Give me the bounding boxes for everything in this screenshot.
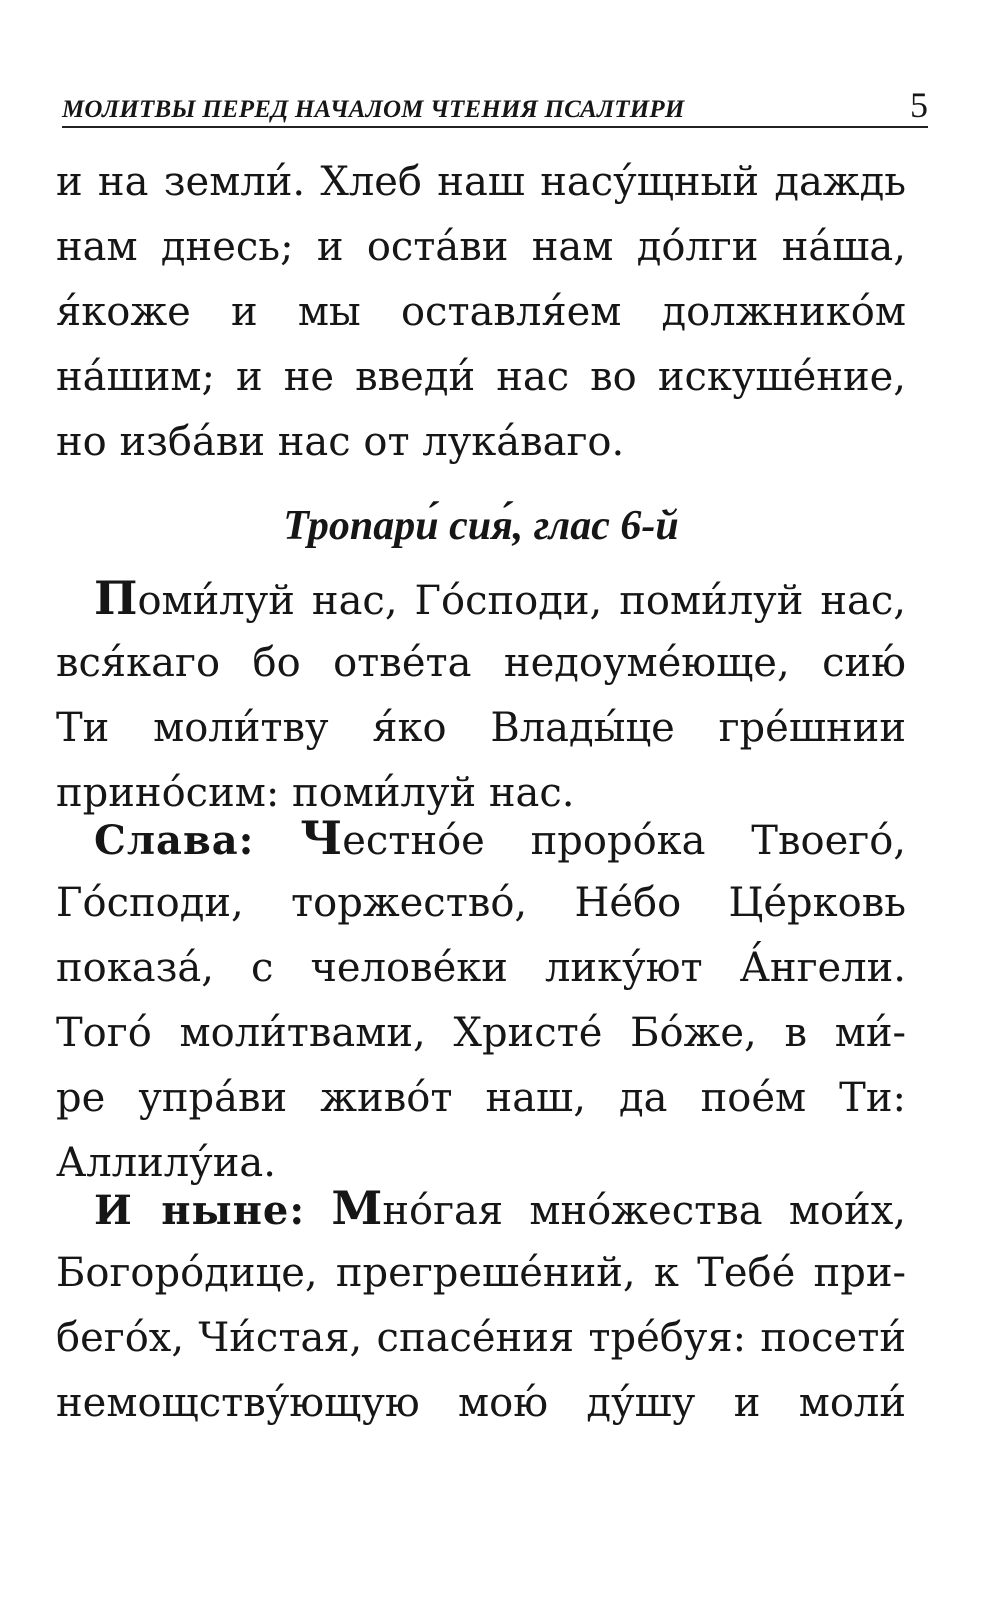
text-line: Го́споди, торжество́, Не́бо Це́рковь [56, 880, 906, 926]
text-line: немощству́ющую мою́ ду́шу и моли́ [56, 1380, 906, 1426]
text-run: оми́луй нас, Го́споди, поми́луй нас, [137, 578, 906, 624]
text-line: на́шим; и не введи́ нас во искуше́ние, [56, 354, 906, 400]
text-line: я́коже и мы оставля́ем должнико́м [56, 289, 906, 335]
text-line: Аллилу́иа. [56, 1140, 276, 1186]
text-line: нам днесь; и оста́ви нам до́лги на́ша, [56, 224, 906, 270]
text-line-first [56, 566, 906, 631]
initial-letter: П [94, 571, 138, 625]
running-header [62, 86, 928, 128]
initial-letter: М [331, 1181, 383, 1235]
prayer-end-paragraph [56, 150, 906, 475]
text-line: но изба́ви нас от лука́ваго. [56, 419, 625, 465]
text-line: ре упра́ви живо́т наш, да пое́м Ти: [56, 1075, 906, 1121]
text-line: показа́, с челове́ки лику́ют А́нгели. [56, 945, 906, 991]
text-run: но́гая мно́жества мои́х, [382, 1188, 906, 1234]
troparia-heading: Тропари́ сия́, глас 6-й [283, 503, 679, 549]
glory-paragraph [56, 806, 906, 1196]
text-line: прино́сим: поми́луй нас. [56, 770, 575, 816]
text-line: вся́каго бо отве́та недоуме́юще, сию́ [56, 640, 906, 686]
lead-word: И ныне: [94, 1187, 306, 1234]
lead-word: Слава: [94, 817, 255, 864]
text-line: Богоро́дице, прегреше́ний, к Тебе́ при- [56, 1250, 906, 1296]
and-now-paragraph [56, 1176, 906, 1436]
text-line: бего́х, Чи́стая, спасе́ния тре́буя: посети́ [56, 1315, 906, 1361]
initial-letter: Ч [300, 811, 343, 865]
page-number: 5 [910, 85, 928, 125]
text-line: Ти моли́тву я́ко Влады́це гре́шнии [56, 705, 906, 751]
text-line: и на земли́. Хлеб наш насу́щный даждь [56, 159, 906, 205]
header-title: МОЛИТВЫ ПЕРЕД НАЧАЛОМ ЧТЕНИЯ ПСАЛТИРИ [62, 96, 685, 123]
text-line-first [56, 806, 906, 871]
troparion-paragraph [56, 566, 906, 826]
text-line-first [56, 1176, 906, 1241]
text-run: естно́е проро́ка Твоего́, [342, 818, 906, 864]
text-line: Того́ моли́твами, Христе́ Бо́же, в ми́- [56, 1010, 906, 1056]
